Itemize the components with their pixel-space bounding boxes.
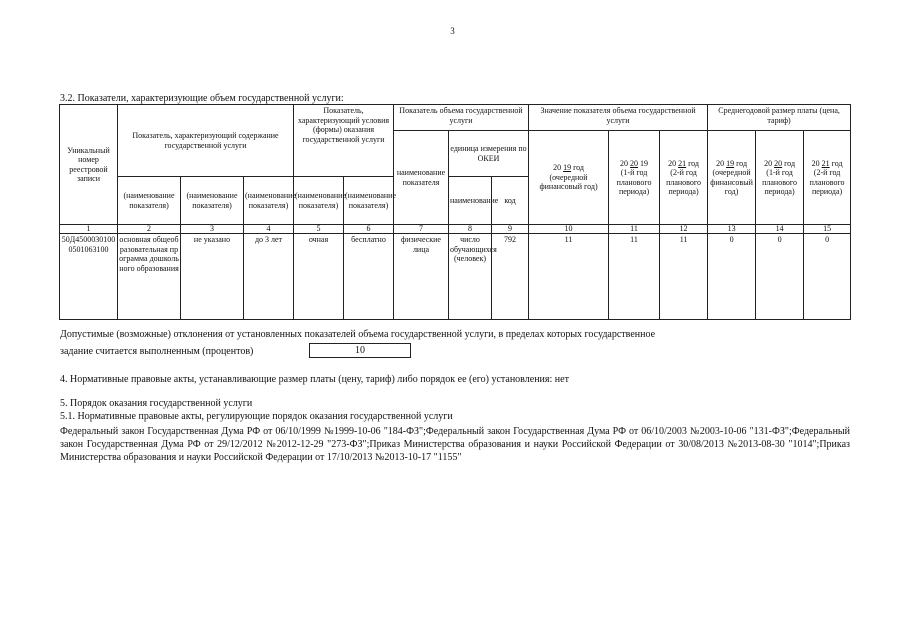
cell-unique-number: 50Д45000301000501063100 bbox=[60, 234, 118, 320]
col-num-4: 4 bbox=[244, 225, 294, 234]
header-conditions-indicator: Показатель, характеризующий условия (формы) оказания государственной услуги bbox=[294, 105, 394, 177]
header-okei-name: наименование bbox=[449, 177, 492, 225]
header-year-1: 20 19 год (очередной финансовый год) bbox=[529, 131, 609, 225]
header-fee-year-3: 20 21 год (2-й год планового периода) bbox=[804, 131, 851, 225]
col-num-13: 13 bbox=[708, 225, 756, 234]
header-avg-fee: Среднегодовой размер платы (цена, тариф) bbox=[708, 105, 851, 131]
header-fee-year-2: 20 20 год (1-й год планового периода) bbox=[756, 131, 804, 225]
header-year-3: 20 21 год (2-й год планового периода) bbox=[660, 131, 708, 225]
section-5-1-title: 5.1. Нормативные правовые акты, регулирующие порядок оказания государственной услуги bbox=[60, 411, 453, 422]
header-name-4: (наименование показателя) bbox=[244, 177, 294, 225]
header-year-2: 20 20 19 (1-й год планового периода) bbox=[609, 131, 660, 225]
col-num-9: 9 bbox=[492, 225, 529, 234]
col-num-8: 8 bbox=[449, 225, 492, 234]
col-num-15: 15 bbox=[804, 225, 851, 234]
cell-value-year-2: 11 bbox=[609, 234, 660, 320]
cell-value-year-3: 11 bbox=[660, 234, 708, 320]
header-fee-year-1: 20 19 год (очередной финансовый год) bbox=[708, 131, 756, 225]
header-name-2: (наименование показателя) bbox=[118, 177, 181, 225]
cell-fee-year-3: 0 bbox=[804, 234, 851, 320]
section-5-title: 5. Порядок оказания государственной услуги bbox=[60, 398, 253, 409]
header-volume-indicator: Показатель объема государственной услуги bbox=[394, 105, 529, 131]
col-num-12: 12 bbox=[660, 225, 708, 234]
deviation-text-line-1: Допустимые (возможные) отклонения от установленных показателей объема государственной услуги, в пределах которых государственное bbox=[60, 329, 656, 340]
section-3-2-title: 3.2. Показатели, характеризующие объем государственной услуги: bbox=[60, 93, 344, 104]
header-okei-code: код bbox=[492, 177, 529, 225]
cell-indicator-name: физические лица bbox=[394, 234, 449, 320]
header-name-6: (наименование показателя) bbox=[344, 177, 394, 225]
col-num-14: 14 bbox=[756, 225, 804, 234]
header-unique-number: Уникальный номер реестровой записи bbox=[60, 105, 118, 225]
header-volume-value: Значение показателя объема государственной услуги bbox=[529, 105, 708, 131]
page-number: 3 bbox=[450, 26, 455, 36]
cell-value-year-1: 11 bbox=[529, 234, 609, 320]
cell-unit-name: число обучающихся (человек) bbox=[449, 234, 492, 320]
header-name-3: (наименование показателя) bbox=[181, 177, 244, 225]
cell-fee-year-1: 0 bbox=[708, 234, 756, 320]
col-num-1: 1 bbox=[60, 225, 118, 234]
cell-program: основная общеобразовательная программа дошкольного образования bbox=[118, 234, 181, 320]
col-num-10: 10 bbox=[529, 225, 609, 234]
col-num-3: 3 bbox=[181, 225, 244, 234]
col-num-6: 6 bbox=[344, 225, 394, 234]
deviation-value-box: 10 bbox=[309, 343, 411, 358]
deviation-text-line-2: задание считается выполненным (процентов) bbox=[60, 346, 254, 357]
header-okei-unit: единица измерения по ОКЕИ bbox=[449, 131, 529, 177]
col-num-5: 5 bbox=[294, 225, 344, 234]
col-num-11: 11 bbox=[609, 225, 660, 234]
cell-fee-year-2: 0 bbox=[756, 234, 804, 320]
legal-acts-text: Федеральный закон Государственная Дума РФ от 06/10/1999 №1999-10-06 "184-ФЗ";Федеральный закон Государственная Дума РФ от 06/10/2003 №2003-10-06 "131-ФЗ";Федеральный закон Государственная Дума РФ от 29/12/2012 №2012-12-29 "273-ФЗ";Приказ Министерства образования и науки Российской Федерации от 30/08/2013 №2013-08-30 "1014";Приказ Министерства образования и науки Российской Федерации от 17/10/2013 №2013-10-17 "1155" bbox=[60, 426, 850, 463]
table-row bbox=[60, 234, 851, 320]
header-content-indicator: Показатель, характеризующий содержание государственной услуги bbox=[118, 105, 294, 177]
volume-indicators-table bbox=[59, 104, 851, 320]
col-num-2: 2 bbox=[118, 225, 181, 234]
col-num-7: 7 bbox=[394, 225, 449, 234]
cell-payment: бесплатно bbox=[344, 234, 394, 320]
header-indicator-name: наименование показателя bbox=[394, 131, 449, 225]
cell-c3: не указано bbox=[181, 234, 244, 320]
cell-age: до 3 лет bbox=[244, 234, 294, 320]
header-name-5: (наименование показателя) bbox=[294, 177, 344, 225]
section-4-text: 4. Нормативные правовые акты, устанавливающие размер платы (цену, тариф) либо порядок ее (его) установления: нет bbox=[60, 374, 569, 385]
cell-okei-code: 792 bbox=[492, 234, 529, 320]
cell-form: очная bbox=[294, 234, 344, 320]
